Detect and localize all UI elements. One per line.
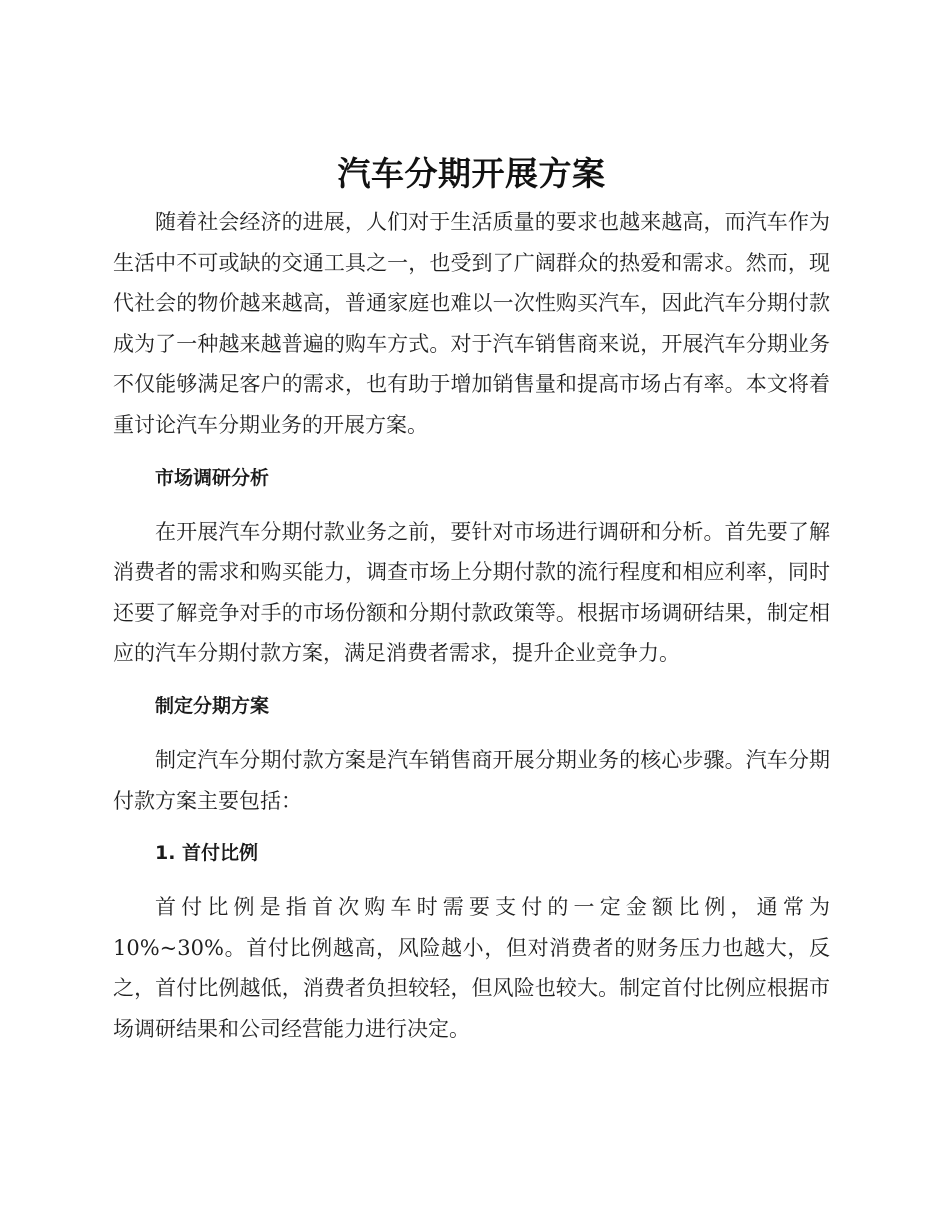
spacer [113, 446, 830, 458]
section-heading-market-research: 市场调研分析 [155, 466, 270, 489]
intro-paragraph: 随着社会经济的进展，人们对于生活质量的要求也越来越高，而汽车作为生活中不可或缺的交通工具之一，也受到了广阔群众的热爱和需求。然而，现代社会的物价越来越高，普通家庭也难以一次性购买汽车，因此汽车分期付款成为了一种越来越普遍的购车方式。对于汽车销售商来说，开展汽车分期业务不仅能够满足客户的需求，也有助于增加销售量和提高市场占有率。本文将着重讨论汽车分期业务的开展方案。 [113, 210, 830, 437]
document-title: 汽车分期开展方案 [337, 154, 606, 193]
spacer [113, 821, 830, 833]
document-page [113, 150, 830, 1050]
section-body-market-research: 在开展汽车分期付款业务之前，要针对市场进行调研和分析。首先要了解消费者的需求和购买能力，调查市场上分期付款的流行程度和相应利率，同时还要了解竞争对手的市场份额和分期付款政策等。根据市场调研结果，制定相应的汽车分期付款方案，满足消费者需求，提升企业竞争力。 [113, 519, 830, 666]
section-body-installment-plan: 制定汽车分期付款方案是汽车销售商开展分期业务的核心步骤。汽车分期付款方案主要包括： [113, 747, 830, 813]
spacer [113, 726, 830, 740]
section-heading-installment-plan: 制定分期方案 [155, 694, 270, 717]
spacer [113, 873, 830, 887]
spacer [113, 498, 830, 512]
section-heading-down-payment: 1. 首付比例 [155, 842, 259, 865]
spacer [113, 674, 830, 686]
section-body-down-payment: 首付比例是指首次购车时需要支付的一定金额比例，通常为10%~30%。首付比例越高，风险越小，但对消费者的财务压力也越大，反之，首付比例越低，消费者负担较轻，但风险也较大。制定首付比例应根据市场调研结果和公司经营能力进行决定。 [113, 895, 830, 1041]
